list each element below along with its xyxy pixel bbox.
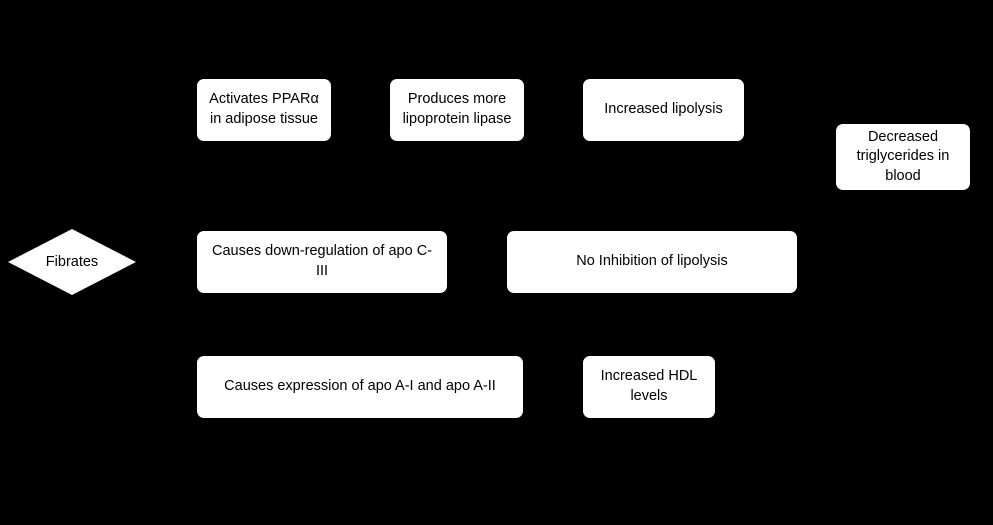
node-activates-ppar-alpha[interactable] <box>197 79 331 141</box>
start-node-label: Fibrates <box>45 254 99 270</box>
node-no-inhibition-lipolysis[interactable] <box>507 231 797 293</box>
node-expression-apo-a1-a2[interactable] <box>197 356 523 418</box>
node-decreased-triglycerides[interactable] <box>836 124 970 190</box>
node-label: Causes expression of apo A-I and apo A-II <box>224 378 496 395</box>
node-label: Activates PPARα in adipose tissue <box>209 91 319 127</box>
node-down-regulation-apo-c3[interactable] <box>197 231 447 293</box>
node-produces-lipoprotein-lipase[interactable] <box>390 79 524 141</box>
start-node-fibrates[interactable] <box>8 229 136 295</box>
node-label: Causes down-regulation of apo C-III <box>211 243 433 279</box>
node-label: Produces more lipoprotein lipase <box>402 91 512 127</box>
node-label: Increased HDL levels <box>600 368 698 404</box>
node-label: Decreased triglycerides in blood <box>856 128 950 184</box>
node-label: No Inhibition of lipolysis <box>576 253 728 270</box>
node-label: Increased lipolysis <box>604 101 723 118</box>
node-increased-hdl-levels[interactable] <box>583 356 715 418</box>
node-increased-lipolysis[interactable] <box>583 79 744 141</box>
